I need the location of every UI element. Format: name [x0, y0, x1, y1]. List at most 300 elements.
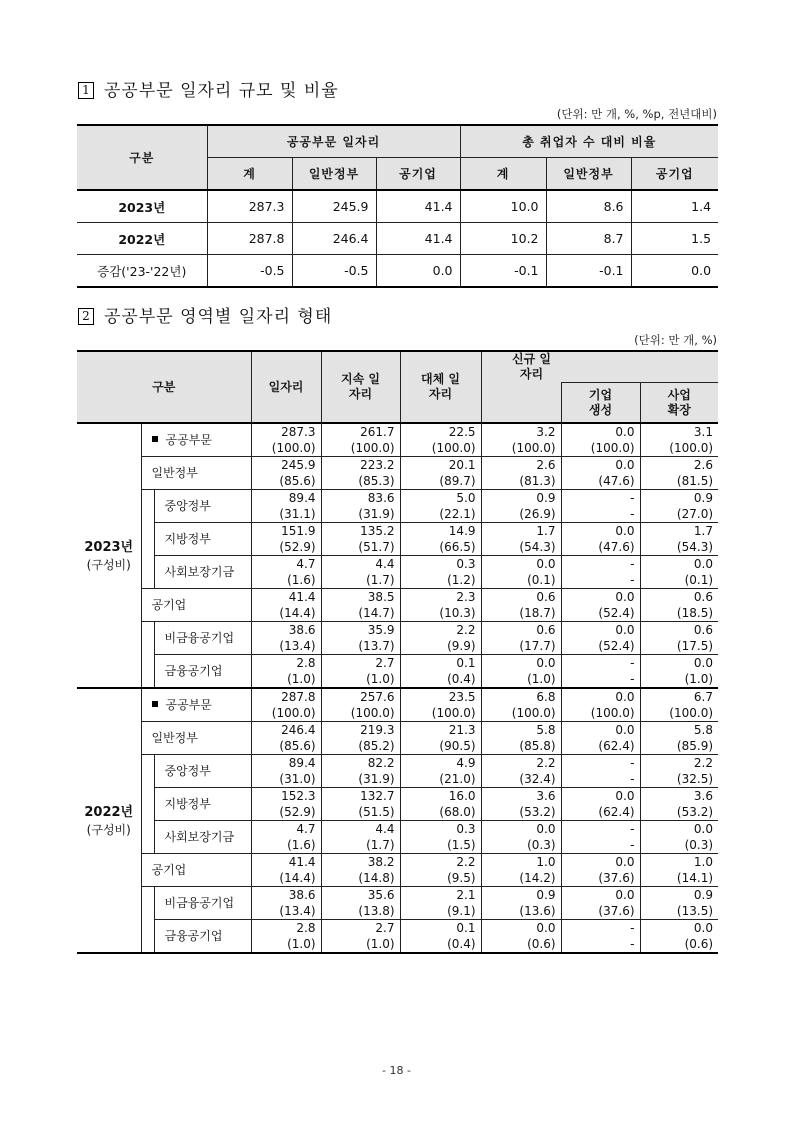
table-cell: 41.4 [251, 589, 321, 606]
table-cell: (85.6) [251, 738, 321, 755]
table-cell: (62.4) [561, 738, 640, 755]
table-cell: 287.8 [251, 688, 321, 705]
indent-cell [141, 821, 154, 854]
table-cell: 0.9 [640, 887, 718, 904]
indent-cell [141, 887, 154, 920]
table-cell: 287.8 [207, 223, 292, 255]
table-cell: (1.0) [321, 936, 400, 953]
header-public-corp: 공기업 [631, 158, 718, 191]
table-cell: 0.0 [640, 821, 718, 838]
table-cell: 1.4 [631, 190, 718, 223]
section2-heading [78, 302, 332, 327]
section1-number: 1 [78, 82, 94, 99]
table-cell: 219.3 [321, 722, 400, 739]
row-label [141, 854, 251, 887]
table-cell: (52.4) [561, 605, 640, 622]
row-label: 2023년 [77, 190, 207, 223]
table-cell: - [561, 572, 640, 589]
table-cell: (17.7) [481, 638, 561, 655]
table-cell: (9.9) [400, 638, 481, 655]
row-label-text: 공기업 [151, 598, 187, 612]
table-cell: 4.7 [251, 556, 321, 573]
header-continuing-jobs-label: 지속 일자리 [341, 372, 380, 401]
table-cell: 1.7 [481, 523, 561, 540]
row-label: 사회보장기금 [154, 556, 251, 589]
section1-title: 공공부문 일자리 규모 및 비율 [104, 81, 339, 101]
row-label [141, 423, 251, 457]
indent-cell [141, 920, 154, 954]
bullet-square-icon [152, 701, 158, 707]
table-cell: 0.3 [400, 556, 481, 573]
page-number: - 18 - [382, 1064, 411, 1077]
table-cell: (32.4) [481, 771, 561, 788]
table-cell: (62.4) [561, 804, 640, 821]
table-cell: (100.0) [400, 440, 481, 457]
table-cell: 22.5 [400, 423, 481, 440]
table-cell: 0.6 [640, 589, 718, 606]
table-cell: (1.0) [251, 671, 321, 688]
table-cell: 0.0 [561, 854, 640, 871]
table-public-jobs-ratio [77, 124, 718, 288]
table-cell: 287.3 [251, 423, 321, 440]
table-cell: (13.7) [321, 638, 400, 655]
table-cell: (100.0) [321, 440, 400, 457]
row-label-text: 공공부문 [165, 698, 212, 712]
table-cell: (14.7) [321, 605, 400, 622]
table-cell: (13.8) [321, 903, 400, 920]
table-cell: 1.0 [481, 854, 561, 871]
table-cell: 0.0 [640, 655, 718, 672]
indent-cell [141, 788, 154, 821]
indent-cell [141, 523, 154, 556]
table-cell: 0.9 [481, 490, 561, 507]
table-cell: 4.4 [321, 821, 400, 838]
year-label: 2023년 [84, 539, 134, 555]
table-cell: 5.0 [400, 490, 481, 507]
table-cell: 10.2 [460, 223, 546, 255]
table-cell: (52.4) [561, 638, 640, 655]
table-row [77, 423, 718, 440]
table-cell: - [561, 771, 640, 788]
year-label: 2022년 [84, 804, 134, 820]
table-cell: (21.0) [400, 771, 481, 788]
table-row [77, 457, 718, 474]
table-cell: (1.0) [251, 936, 321, 953]
table-cell: (100.0) [481, 705, 561, 722]
table-cell: 135.2 [321, 523, 400, 540]
table-cell: 0.0 [561, 589, 640, 606]
row-label: 금융공기업 [154, 920, 251, 954]
table-cell: (13.4) [251, 638, 321, 655]
table-cell: - [561, 506, 640, 523]
table-cell: 0.0 [640, 920, 718, 937]
table-cell: (0.4) [400, 936, 481, 953]
row-label: 비금융공기업 [154, 622, 251, 655]
table-cell: 41.4 [251, 854, 321, 871]
row-label [141, 457, 251, 490]
row-label: 증감('23-'22년) [77, 255, 207, 288]
table-cell: (90.5) [400, 738, 481, 755]
table-cell: (0.3) [640, 837, 718, 854]
table-cell: 89.4 [251, 755, 321, 772]
header-firm-creation-label: 기업 생성 [588, 387, 613, 417]
table-cell: (1.0) [481, 671, 561, 688]
table-cell: (81.5) [640, 473, 718, 490]
table-cell: (0.1) [640, 572, 718, 589]
table-cell: 0.0 [561, 423, 640, 440]
row-label [141, 589, 251, 622]
table-cell: 245.9 [251, 457, 321, 474]
table-cell: 16.0 [400, 788, 481, 805]
row-label-text: 일반정부 [151, 731, 198, 745]
table-cell: 261.7 [321, 423, 400, 440]
table-cell: (10.3) [400, 605, 481, 622]
table-row [77, 490, 718, 507]
table-row [77, 589, 718, 606]
row-label: 중앙정부 [154, 490, 251, 523]
header-public-jobs: 공공부문 일자리 [207, 125, 460, 158]
table-cell: (0.3) [481, 837, 561, 854]
header-jobs: 일자리 [251, 351, 321, 423]
table-cell: (1.0) [321, 671, 400, 688]
year-sublabel: (구성비) [86, 822, 131, 837]
table-cell: 5.8 [640, 722, 718, 739]
indent-cell [141, 755, 154, 788]
table-cell: 41.4 [376, 190, 460, 223]
table-cell: (1.7) [321, 572, 400, 589]
table-cell: 132.7 [321, 788, 400, 805]
table-cell: (85.8) [481, 738, 561, 755]
row-label: 중앙정부 [154, 755, 251, 788]
table-row [77, 755, 718, 772]
table-cell: 21.3 [400, 722, 481, 739]
table-cell: (31.9) [321, 771, 400, 788]
table-cell: (18.7) [481, 605, 561, 622]
table-cell: 2.3 [400, 589, 481, 606]
section1-unit: (단위: 만 개, %, %p, 전년대비) [556, 107, 717, 121]
table-cell: (81.3) [481, 473, 561, 490]
table-cell: -0.5 [292, 255, 376, 288]
table-cell: 0.6 [640, 622, 718, 639]
table-cell: (9.1) [400, 903, 481, 920]
table-cell: 35.6 [321, 887, 400, 904]
table-cell: (100.0) [561, 440, 640, 457]
table-cell: (100.0) [640, 440, 718, 457]
table-cell: (1.6) [251, 572, 321, 589]
table-cell: 0.0 [561, 688, 640, 705]
table-cell: (1.5) [400, 837, 481, 854]
row-label: 지방정부 [154, 788, 251, 821]
table-cell: (37.6) [561, 870, 640, 887]
table-cell: (100.0) [400, 705, 481, 722]
table-row [77, 854, 718, 871]
table-cell: 3.6 [481, 788, 561, 805]
table-cell: 6.8 [481, 688, 561, 705]
table-cell: 0.9 [481, 887, 561, 904]
table-cell: (85.3) [321, 473, 400, 490]
table-cell: 152.3 [251, 788, 321, 805]
table-cell: (31.1) [251, 506, 321, 523]
table-cell: (0.4) [400, 671, 481, 688]
header-new-jobs-label: 신규 일자리 [512, 352, 551, 381]
table-cell: (51.7) [321, 539, 400, 556]
table-cell: 38.2 [321, 854, 400, 871]
table-row [77, 788, 718, 805]
table-cell: (53.2) [640, 804, 718, 821]
table-cell: 246.4 [251, 722, 321, 739]
table-cell: 0.1 [400, 655, 481, 672]
table-cell: -0.1 [546, 255, 631, 288]
table-cell: 0.0 [640, 556, 718, 573]
row-label: 비금융공기업 [154, 887, 251, 920]
section1-heading [78, 76, 339, 101]
table-cell: 1.5 [631, 223, 718, 255]
table-cell: 1.0 [640, 854, 718, 871]
row-label-text: 일반정부 [151, 466, 198, 480]
table-cell: (100.0) [481, 440, 561, 457]
table-cell: 38.6 [251, 622, 321, 639]
table-cell: (100.0) [561, 705, 640, 722]
table-cell: (14.4) [251, 605, 321, 622]
table-cell: (27.0) [640, 506, 718, 523]
year-cell [77, 688, 141, 953]
table-cell: 2.2 [640, 755, 718, 772]
table-cell: - [561, 821, 640, 838]
table-cell: 0.0 [561, 722, 640, 739]
table-cell: - [561, 755, 640, 772]
table-cell: (53.2) [481, 804, 561, 821]
table-row [77, 722, 718, 739]
table-cell: - [561, 936, 640, 953]
table-cell: (51.5) [321, 804, 400, 821]
table-cell: 2.6 [481, 457, 561, 474]
table-cell: (13.6) [481, 903, 561, 920]
table-cell: 23.5 [400, 688, 481, 705]
year-cell [77, 423, 141, 688]
row-label [141, 688, 251, 722]
table-cell: 8.6 [546, 190, 631, 223]
header-general-gov: 일반정부 [292, 158, 376, 191]
header-employment-ratio: 총 취업자 수 대비 비율 [460, 125, 718, 158]
row-label-text: 공공부문 [165, 433, 212, 447]
table-jobs-by-type [77, 350, 718, 954]
section2-number: 2 [78, 308, 94, 325]
row-label-text: 공기업 [151, 863, 187, 877]
table-row [77, 223, 718, 255]
table-cell: 0.3 [400, 821, 481, 838]
section2-title: 공공부문 영역별 일자리 형태 [104, 307, 333, 327]
table-cell: (14.1) [640, 870, 718, 887]
indent-cell [141, 490, 154, 523]
table-cell: - [561, 490, 640, 507]
table-cell: (9.5) [400, 870, 481, 887]
table-cell: 41.4 [376, 223, 460, 255]
table-cell: 38.6 [251, 887, 321, 904]
table-row [77, 255, 718, 288]
table-cell: 10.0 [460, 190, 546, 223]
table-cell: 2.2 [400, 854, 481, 871]
header-new-jobs [481, 351, 718, 383]
table-cell: 8.7 [546, 223, 631, 255]
table-cell: 0.0 [481, 655, 561, 672]
table-cell: 223.2 [321, 457, 400, 474]
table-row [77, 655, 718, 672]
table-cell: (54.3) [640, 539, 718, 556]
table-row [77, 556, 718, 573]
header-public-corp: 공기업 [376, 158, 460, 191]
table-cell: 0.6 [481, 622, 561, 639]
header-total: 계 [460, 158, 546, 191]
table-cell: - [561, 920, 640, 937]
table-cell: 246.4 [292, 223, 376, 255]
table-cell: 0.0 [561, 887, 640, 904]
header-replacement-jobs-label: 대체 일자리 [421, 372, 460, 401]
indent-cell [141, 622, 154, 655]
table-cell: 257.6 [321, 688, 400, 705]
table-cell: 0.0 [561, 788, 640, 805]
table-cell: (32.5) [640, 771, 718, 788]
bullet-square-icon [152, 436, 158, 442]
row-label: 2022년 [77, 223, 207, 255]
table-cell: 6.7 [640, 688, 718, 705]
table-cell: (13.5) [640, 903, 718, 920]
table-cell: (0.1) [481, 572, 561, 589]
table-cell: (14.2) [481, 870, 561, 887]
table-cell: (18.5) [640, 605, 718, 622]
table-cell: 2.2 [481, 755, 561, 772]
table-cell: (85.2) [321, 738, 400, 755]
table-cell: 0.0 [481, 556, 561, 573]
table-cell: 38.5 [321, 589, 400, 606]
table-cell: (0.6) [481, 936, 561, 953]
table-cell: 0.6 [481, 589, 561, 606]
table-cell: 2.2 [400, 622, 481, 639]
header-firm-creation [561, 383, 640, 424]
section2-unit: (단위: 만 개, %) [634, 333, 717, 347]
table-cell: (85.9) [640, 738, 718, 755]
table-cell: 89.4 [251, 490, 321, 507]
table-cell: 151.9 [251, 523, 321, 540]
header-general-gov: 일반정부 [546, 158, 631, 191]
table-cell: 4.7 [251, 821, 321, 838]
table-cell: 0.0 [631, 255, 718, 288]
table-cell: 0.0 [481, 821, 561, 838]
table-cell: (17.5) [640, 638, 718, 655]
table-cell: (31.9) [321, 506, 400, 523]
table-cell: 0.0 [561, 523, 640, 540]
table-cell: (0.6) [640, 936, 718, 953]
table-cell: 0.1 [400, 920, 481, 937]
row-label: 지방정부 [154, 523, 251, 556]
table-cell: (68.0) [400, 804, 481, 821]
header-new-jobs-spacer [481, 383, 561, 424]
table-cell: 4.4 [321, 556, 400, 573]
header-category: 구분 [77, 125, 207, 190]
table-cell: (37.6) [561, 903, 640, 920]
table-cell: 0.0 [376, 255, 460, 288]
table-cell: 2.8 [251, 655, 321, 672]
table-cell: (100.0) [321, 705, 400, 722]
table-cell: (47.6) [561, 539, 640, 556]
table-cell: 14.9 [400, 523, 481, 540]
table-cell: (47.6) [561, 473, 640, 490]
header-category: 구분 [77, 351, 251, 423]
table-cell: 2.6 [640, 457, 718, 474]
table-row [77, 523, 718, 540]
table-row [77, 190, 718, 223]
indent-cell [141, 556, 154, 589]
table-cell: (100.0) [251, 440, 321, 457]
table-cell: - [561, 556, 640, 573]
table-cell: 0.0 [481, 920, 561, 937]
table-cell: - [561, 837, 640, 854]
table-cell: 82.2 [321, 755, 400, 772]
table-cell: 83.6 [321, 490, 400, 507]
table-cell: (54.3) [481, 539, 561, 556]
table-row [77, 887, 718, 904]
table-cell: (1.7) [321, 837, 400, 854]
table-cell: 20.1 [400, 457, 481, 474]
table-cell: (1.2) [400, 572, 481, 589]
table-cell: (22.1) [400, 506, 481, 523]
table-cell: 2.1 [400, 887, 481, 904]
table-cell: 0.0 [561, 622, 640, 639]
table-row [77, 688, 718, 705]
table-cell: -0.1 [460, 255, 546, 288]
table-cell: 4.9 [400, 755, 481, 772]
header-replacement-jobs [400, 351, 481, 423]
table-cell: 3.6 [640, 788, 718, 805]
row-label: 금융공기업 [154, 655, 251, 689]
table-cell: 2.8 [251, 920, 321, 937]
table-cell: 287.3 [207, 190, 292, 223]
table-cell: (100.0) [640, 705, 718, 722]
header-continuing-jobs [321, 351, 400, 423]
table-cell: (1.6) [251, 837, 321, 854]
table-cell: 245.9 [292, 190, 376, 223]
table-cell: 2.7 [321, 920, 400, 937]
table-cell: (26.9) [481, 506, 561, 523]
table-cell: (14.4) [251, 870, 321, 887]
table-cell: (1.0) [640, 671, 718, 688]
table-cell: (31.0) [251, 771, 321, 788]
table-cell: - [561, 671, 640, 688]
table-cell: 3.1 [640, 423, 718, 440]
table-row [77, 920, 718, 937]
table-cell: 3.2 [481, 423, 561, 440]
indent-cell [141, 655, 154, 689]
table-cell: (13.4) [251, 903, 321, 920]
table-cell: (85.6) [251, 473, 321, 490]
table-row [77, 622, 718, 639]
table-cell: -0.5 [207, 255, 292, 288]
row-label [141, 722, 251, 755]
table-cell: 0.0 [561, 457, 640, 474]
table-cell: (89.7) [400, 473, 481, 490]
table-row [77, 821, 718, 838]
table-cell: (100.0) [251, 705, 321, 722]
table-cell: (66.5) [400, 539, 481, 556]
table-cell: (52.9) [251, 804, 321, 821]
table-cell: 0.9 [640, 490, 718, 507]
table-cell: - [561, 655, 640, 672]
row-label: 사회보장기금 [154, 821, 251, 854]
table-cell: 1.7 [640, 523, 718, 540]
table-cell: 2.7 [321, 655, 400, 672]
table-cell: (52.9) [251, 539, 321, 556]
header-total: 계 [207, 158, 292, 191]
year-sublabel: (구성비) [86, 557, 131, 572]
